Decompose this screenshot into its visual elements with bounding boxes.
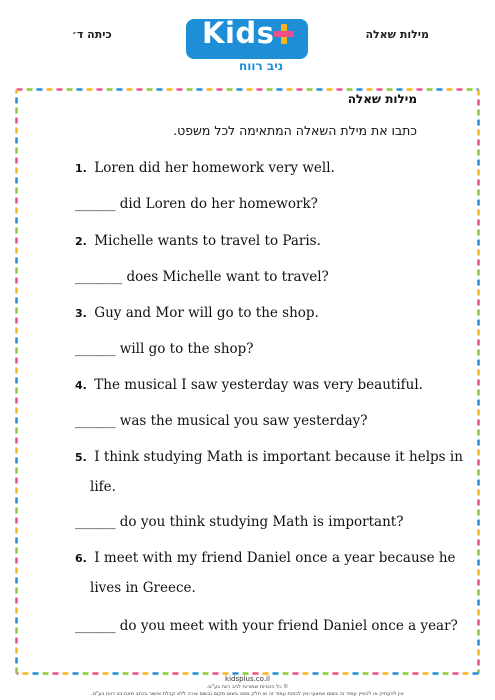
sentence-1: 1. Loren did her homework very well.: [75, 160, 335, 176]
question-1: ______ did Loren do her homework?: [75, 196, 318, 212]
sentence-3: 3. Guy and Mor will go to the shop.: [75, 305, 319, 321]
question-3: ______ will go to the shop?: [75, 341, 254, 357]
logo-subtitle: ניב רווח: [239, 59, 284, 73]
sentence-4: 4. The musical I saw yesterday was very beautiful.: [75, 377, 423, 393]
question-4: ______ was the musical you saw yesterday?: [75, 413, 368, 429]
plus-icon: [274, 24, 294, 44]
sentence-5: 5. I think studying Math is important because it helps in: [75, 449, 463, 465]
sentence-6-continued: lives in Greece.: [90, 580, 196, 596]
logo-text: Kids: [202, 16, 275, 50]
footer-legal: אין להעתיק או להפיץ עמוד זה בשום אמצעי ואין לכסות עמוד זה או חלק ממנו בשום מקום ובשום צורה ללא קבלת אישור בכתב מאת ניב רווח בע"מ.: [91, 691, 404, 697]
sentence-6: 6. I meet with my friend Daniel once a year because he: [75, 550, 456, 566]
footer-site: kidsplus.co.il: [225, 675, 270, 683]
question-6: ______ do you meet with your friend Daniel once a year?: [75, 618, 458, 634]
question-2: _______ does Michelle want to travel?: [75, 269, 329, 285]
sentence-2: 2. Michelle wants to travel to Paris.: [75, 233, 321, 249]
question-5: ______ do you think studying Math is important?: [75, 514, 404, 530]
worksheet-title: מילות שאלה: [347, 92, 417, 106]
header-topic: מילות שאלה: [365, 28, 429, 41]
sentence-5-continued: life.: [90, 479, 116, 495]
instruction-text: כתבו את מילת השאלה המתאימה לכל משפט.: [173, 123, 417, 138]
grade-label: כיתה ד׳: [72, 28, 112, 41]
footer-copyright: © כל הזכויות שמורות לניב רווח בע"מ.: [206, 684, 289, 690]
